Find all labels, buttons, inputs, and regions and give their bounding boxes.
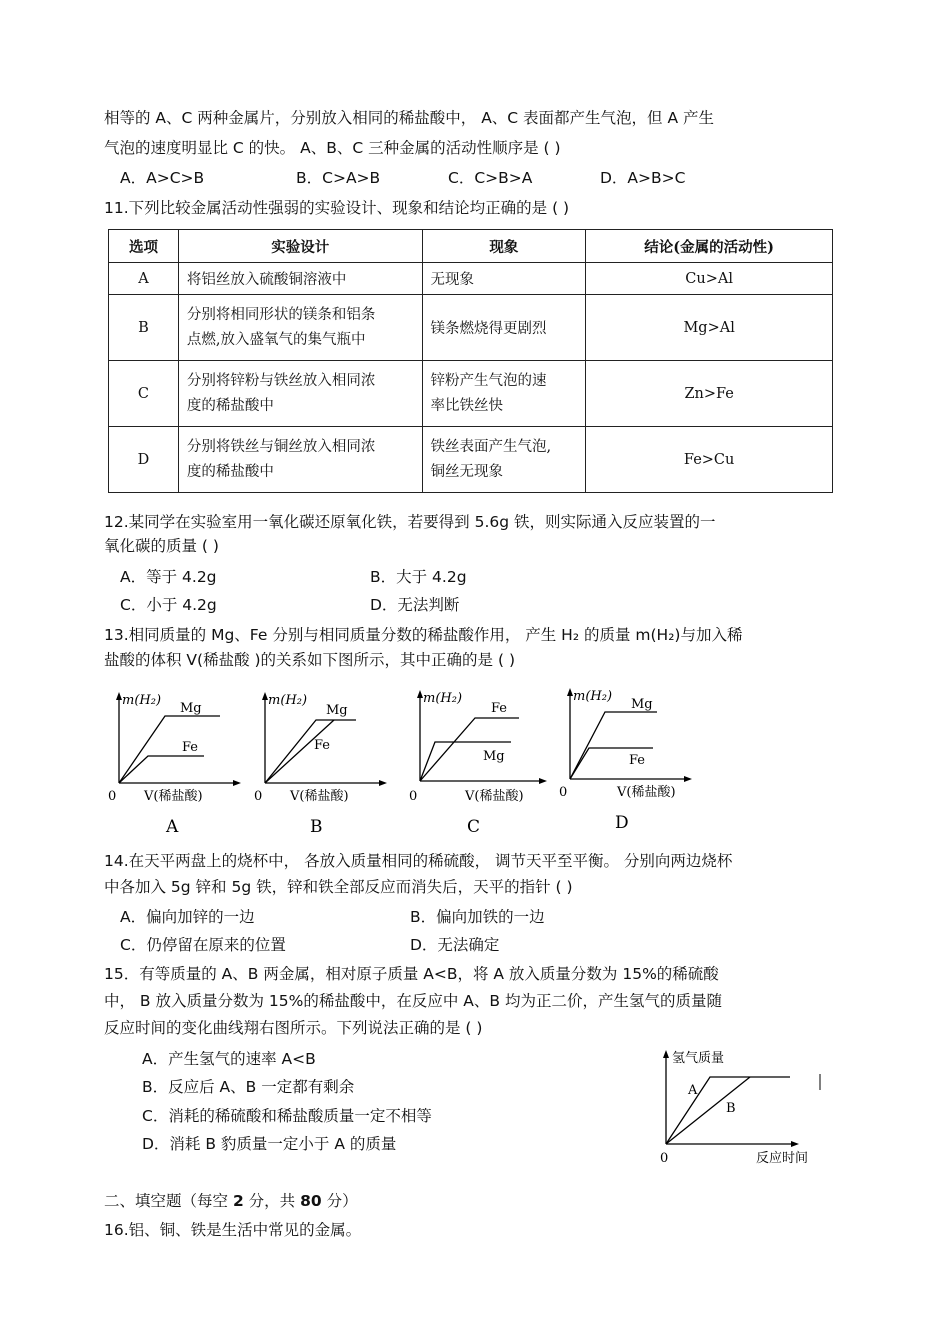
q15-graph bbox=[650, 1044, 830, 1169]
section-heading-text: 分） bbox=[321, 1192, 358, 1210]
q13-graph-a bbox=[102, 688, 242, 838]
phenomenon-line: 铁丝表面产生气泡, bbox=[430, 438, 552, 455]
q10-option-d: D．A>B>C bbox=[600, 169, 686, 187]
graph-origin: 0 bbox=[108, 789, 117, 804]
q10-stem-line1: 相等的 A、C 两种金属片，分别放入相同的稀盐酸中， A、C 表面都产生气泡，但 A 产生 bbox=[104, 109, 715, 127]
cell-conclusion: Mg>Al bbox=[586, 295, 833, 361]
graph-xlabel: V(稀盐酸) bbox=[465, 789, 524, 804]
cell-design bbox=[178, 295, 422, 361]
phenomenon-line: 镁条燃烧得更剧烈 bbox=[430, 321, 547, 337]
q10-stem-line2: 气泡的速度明显比 C 的快。 A、B、C 三种金属的活动性顺序是 ( ) bbox=[104, 139, 561, 157]
design-line: 度的稀盐酸中 bbox=[186, 397, 274, 414]
q10-option-a: A．A>C>B bbox=[120, 169, 205, 187]
cell-phenomenon bbox=[422, 263, 586, 295]
cell-phenomenon bbox=[422, 361, 586, 427]
q15-option-b: B．反应后 A、B 一定都有剩余 bbox=[142, 1078, 355, 1096]
q15-option-c: C．消耗的稀硫酸和稀盐酸质量一定不相等 bbox=[142, 1107, 432, 1125]
graph-letter: A bbox=[166, 817, 179, 837]
graph-series-label: Mg bbox=[326, 703, 348, 718]
header-conclusion: 结论(金属的活动性) bbox=[586, 230, 833, 263]
design-line: 分别将锌粉与铁丝放入相同浓 bbox=[186, 372, 376, 389]
cell-conclusion: Zn>Fe bbox=[586, 361, 833, 427]
q12-option-b: B．大于 4.2g bbox=[370, 568, 467, 586]
graph-ylabel: m(H₂) bbox=[423, 691, 463, 706]
q13-stem-line1: 13.相同质量的 Mg、Fe 分别与相同质量分数的稀盐酸作用， 产生 H₂ 的质量 m(H₂)与加入稀 bbox=[104, 626, 743, 644]
graph-series-label: B bbox=[726, 1101, 736, 1116]
graph-series-label: Fe bbox=[491, 701, 508, 716]
q14-stem-line2: 中各加入 5g 锌和 5g 铁，锌和铁全部反应而消失后，天平的指针 ( ) bbox=[104, 878, 573, 896]
q12-stem-line1: 12.某同学在实验室用一氧化碳还原氧化铁，若要得到 5.6g 铁，则实际通入反应装置的一 bbox=[104, 513, 716, 531]
graph-ylabel: 氢气质量 bbox=[672, 1051, 725, 1066]
table-row bbox=[109, 295, 833, 361]
cell-phenomenon bbox=[422, 295, 586, 361]
graph-ylabel: m(H₂) bbox=[573, 689, 613, 704]
graph-series-label: Fe bbox=[182, 740, 199, 755]
graph-ylabel: m(H₂) bbox=[268, 693, 308, 708]
cell-conclusion: Cu>Al bbox=[586, 263, 833, 295]
design-line: 度的稀盐酸中 bbox=[186, 463, 274, 480]
q12-stem-line2: 氧化碳的质量 ( ) bbox=[104, 537, 219, 555]
graph-xlabel: V(稀盐酸) bbox=[144, 789, 203, 804]
graph-letter: B bbox=[310, 817, 323, 837]
graph-series-label: Mg bbox=[180, 701, 202, 716]
graph-letter: C bbox=[467, 817, 481, 836]
q10-option-c: C．C>B>A bbox=[448, 169, 533, 187]
q11-stem: 11.下列比较金属活动性强弱的实验设计、现象和结论均正确的是 ( ) bbox=[104, 199, 570, 217]
table-row bbox=[109, 427, 833, 493]
cell-option: D bbox=[109, 427, 179, 493]
q14-option-a: A．偏向加锌的一边 bbox=[120, 908, 255, 926]
cell-option: B bbox=[109, 295, 179, 361]
graph-series-label: A bbox=[688, 1083, 698, 1098]
design-line: 分别将相同形状的镁条和铝条 bbox=[186, 306, 376, 323]
q14-option-b: B．偏向加铁的一边 bbox=[410, 908, 545, 926]
q13-stem-line2: 盐酸的体积 V(稀盐酸 )的关系如下图所示，其中正确的是 ( ) bbox=[104, 651, 516, 669]
table-header-row bbox=[109, 230, 833, 263]
section-heading-text: 分，共 bbox=[243, 1192, 301, 1210]
phenomenon-line: 铜丝无现象 bbox=[430, 463, 504, 480]
graph-origin: 0 bbox=[409, 789, 418, 804]
q12-option-c: C．小于 4.2g bbox=[120, 596, 217, 614]
graph-origin: 0 bbox=[254, 789, 263, 804]
graph-xlabel: V(稀盐酸) bbox=[290, 789, 349, 804]
q15-stem-line3: 反应时间的变化曲线翔右图所示。下列说法正确的是 ( ) bbox=[104, 1019, 483, 1037]
q13-graph-c bbox=[403, 686, 553, 836]
q13-graph-d bbox=[553, 684, 698, 834]
q12-option-d: D．无法判断 bbox=[370, 596, 460, 614]
q14-option-d: D．无法确定 bbox=[410, 936, 500, 954]
cell-design bbox=[178, 361, 422, 427]
graph-letter: D bbox=[615, 813, 629, 833]
graph-xlabel: V(稀盐酸) bbox=[617, 785, 676, 800]
table-row bbox=[109, 263, 833, 295]
q15-stem-line1: 15．有等质量的 A、B 两金属，相对原子质量 A<B，将 A 放入质量分数为 15%的稀硫酸 bbox=[104, 965, 719, 983]
cell-design bbox=[178, 263, 422, 295]
q14-option-c: C．仍停留在原来的位置 bbox=[120, 936, 286, 954]
q16-stem: 16.铝、铜、铁是生活中常见的金属。 bbox=[104, 1221, 362, 1239]
graph-xlabel: 反应时间 bbox=[756, 1151, 809, 1166]
total-points: 80 bbox=[300, 1192, 322, 1210]
q12-option-a: A．等于 4.2g bbox=[120, 568, 217, 586]
graph-series-label: Mg bbox=[483, 749, 505, 764]
phenomenon-line: 率比铁丝快 bbox=[430, 397, 504, 414]
design-line: 点燃,放入盛氧气的集气瓶中 bbox=[186, 331, 366, 348]
graph-origin: 0 bbox=[660, 1151, 669, 1166]
section-heading-text: 二、填空题（每空 bbox=[104, 1192, 233, 1210]
header-phenomenon: 现象 bbox=[422, 230, 586, 263]
q15-option-d: D．消耗 B 豹质量一定小于 A 的质量 bbox=[142, 1135, 397, 1153]
cell-design bbox=[178, 427, 422, 493]
cell-option: C bbox=[109, 361, 179, 427]
q13-graph-b bbox=[248, 688, 388, 838]
cell-phenomenon bbox=[422, 427, 586, 493]
design-line: 将铝丝放入硫酸铜溶液中 bbox=[186, 272, 347, 288]
header-design: 实验设计 bbox=[178, 230, 422, 263]
design-line: 分别将铁丝与铜丝放入相同浓 bbox=[186, 438, 376, 455]
graph-ylabel: m(H₂) bbox=[122, 693, 162, 708]
graph-series-label: Mg bbox=[631, 697, 653, 712]
graph-origin: 0 bbox=[559, 785, 568, 800]
q15-stem-line2: 中， B 放入质量分数为 15%的稀盐酸中，在反应中 A、B 均为正二价，产生氢气的质量随 bbox=[104, 992, 722, 1010]
graph-series-label: Fe bbox=[629, 753, 646, 768]
header-option: 选项 bbox=[109, 230, 179, 263]
cell-option: A bbox=[109, 263, 179, 295]
phenomenon-line: 无现象 bbox=[430, 272, 475, 288]
table-row bbox=[109, 361, 833, 427]
graph-series-label: Fe bbox=[314, 738, 331, 753]
section-heading bbox=[104, 1191, 358, 1211]
phenomenon-line: 锌粉产生气泡的速 bbox=[430, 372, 547, 389]
cell-conclusion: Fe>Cu bbox=[586, 427, 833, 493]
q10-option-b: B．C>A>B bbox=[296, 169, 381, 187]
q15-option-a: A．产生氢气的速率 A<B bbox=[142, 1050, 316, 1068]
q14-stem-line1: 14.在天平两盘上的烧杯中， 各放入质量相同的稀硫酸， 调节天平至平衡。 分别向两边烧杯 bbox=[104, 852, 733, 870]
q11-table bbox=[108, 229, 833, 493]
points-per-blank: 2 bbox=[232, 1192, 244, 1210]
